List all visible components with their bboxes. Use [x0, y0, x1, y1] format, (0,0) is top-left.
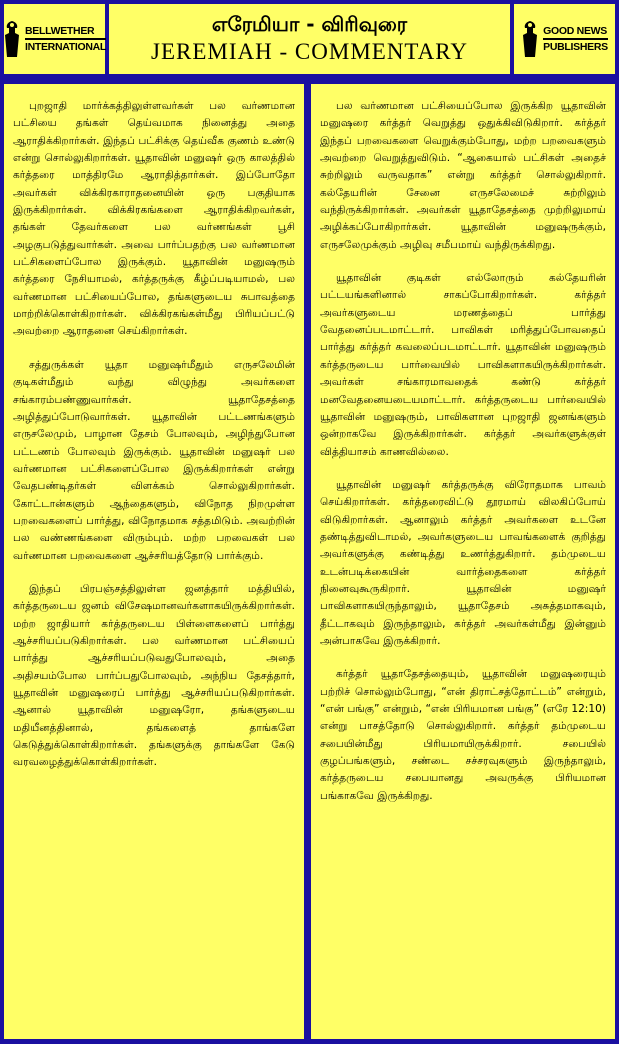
paragraph: இந்தப் பிரபஞ்சத்திலுள்ள ஜனத்தார் மத்தியில், கர்த்தருடைய ஜனம் விசேஷமானவர்களாகயிருக்கிறார்கள். மற்ற ஜாதியார் கர்த்தருடைய பிள்ளைகளைப் பார்த்து ஆச்சரியப்படுகிறார்கள். பல வர்ணமான பட்சியைப் பார்த்து ஆச்சரியப்படுவதுபோலவும், அதை அதிசயம்போல பார்ப்பதுபோலவும், அந்நிய தேசத்தார், யூதாவின் மனுஷரைப் பார்த்து ஆச்சரியப்படுகிறார்கள். ஆனால் யூதாவின் மனுஷரோ, தங்களுடைய மதியீனத்தினால், தங்களைத் தாங்களே கெடுத்துக்கொள்கிறார்கள். தங்களுக்கு தாங்களே கேடு வரவழைத்துக்கொள்கிறார்கள். [13, 582, 295, 769]
ram-icon [521, 19, 539, 59]
paragraph: புறஜாதி மார்க்கத்திலுள்ளவர்கள் பல வர்ணமான பட்சியை தங்கள் தெய்வமாக நினைத்து அதை ஆராதிக்கிறார்கள். இந்தப் பட்சிக்கு தெய்வீக குணம் உண்டு என்று சொல்லுகிறார்கள். யூதாவின் மனுஷர் ஒரு காலத்தில் கர்த்தரை மாத்திரமே ஆராதித்தார்கள். இப்போதோ அவர்கள் விக்கிரகாராதனையின் ஒரு பகுதியாக இருக்கிறார்கள். விக்கிரகங்களை ஆராதிக்கிறவர்கள், தங்கள் தேவர்களை பல வர்ணங்கள் பூசி அழகுபடுத்துவார்கள். அவை பார்ப்பதற்கு பல வர்ணமான பட்சிகளைப்போல இருக்கும். யூதாவின் மனுஷரும் கர்த்தரை நேசியாமல், கர்த்தருக்கு கீழ்ப்படியாமல், பல வர்ணமான பட்சியைப்போல, தங்களுடைய சுபாவத்தை மாற்றிக்கொள்கிறார்கள். விக்கிரகங்கள்மீது பிரியப்பட்டு அவற்றை ஆராதனை செய்கிறார்கள். [13, 100, 295, 338]
paragraph: சத்துருக்கள் யூதா மனுஷர்மீதும் எருசலேமின் குடிகள்மீதும் வந்து விழுந்து அவர்களை சங்காரம்பண்ணுவார்கள். யூதாதேசத்தை அழித்துப்போடுவார்கள். யூதாவின் பட்டணங்களும் எருசலேமும், பாழான தேசம் போலவும், அழிந்துபோன பட்டணம் போலவும் இருக்கும். யூதாவின் மனுஷர் பல வர்ணமான பட்சிகளைப்போல இருக்கிறார்கள் என்று வேதபண்டிதர்கள் விளக்கம் சொல்லுகிறார்கள். கோட்டான்களும் ஆந்தைகளும், விநோத நிறமுள்ள பறவைகளைப் பார்த்து, விநோதமாக சத்தமிடும். அவற்றின் பல வண்ணங்களை விரும்பும். மற்ற பறவைகள் பல வர்ணமான பறவைகளை ஆச்சரியத்தோடு பார்க்கும். [13, 358, 295, 562]
left-column [4, 84, 304, 1039]
bellwether-logo [4, 4, 105, 74]
paragraph: யூதாவின் மனுஷர் கர்த்தருக்கு விரோதமாக பாவம் செய்கிறார்கள். கர்த்தரைவிட்டு தூரமாய் விலகிப்போய் விடுகிறார்கள். ஆனாலும் கர்த்தர் அவர்களை உடனே தண்டித்துவிடாமல், அவர்களுடைய பாவங்களைக் குறித்து அவர்களுக்கு கண்டித்து உணர்த்துகிறார். தம்முடைய உடன்படிக்கையின் வார்த்தைகளை கர்த்தர் நினைவுகூருகிறார். யூதாவின் மனுஷர் பாவிகளாகயிருந்தாலும், யூதாதேசம் அசுத்தமாகவும், தீட்டாகவும் இருந்தாலும், கர்த்தர் அவர்கள்மீது இன்னும் அன்பாகவே இருக்கிறார். [320, 478, 606, 647]
logo-right-line1: GOOD NEWS [543, 25, 608, 40]
paragraph: பல வர்ணமான பட்சியைப்போல இருக்கிற யூதாவின் மனுஷரை கர்த்தர் வெறுத்து ஒதுக்கிவிடுகிறார். கர்த்தர் இந்தப் பறவைகளை வெறுக்கும்போது, மற்ற பறவைகளும் அவற்றை வெறுத்துவிடும். “ஆகையால் பட்சிகள் அதைச் சுற்றிலும் வருவதாக” என்று கர்த்தர் சொல்லுகிறார். கல்தேயரின் சேனை எருசலேமைச் சுற்றிலும் வந்திருக்கிறார்கள். அவர்கள் யூதாதேசத்தை முற்றிலுமாய் அழிக்கப்போகிறார்கள். யூதாவின் மனுஷருக்கும், எருசலேமுக்கும் அழிவு சமீபமாய் வந்திருக்கிறது. [320, 100, 606, 251]
right-column [311, 84, 615, 1039]
header-bar [0, 0, 619, 78]
ram-icon [3, 19, 21, 59]
good-news-logo [514, 4, 615, 74]
paragraph: யூதாவின் குடிகள் எல்லோரும் கல்தேயரின் பட்டயங்களினால் சாகப்போகிறார்கள். கர்த்தர் அவர்களுடைய மரணத்தைப் பார்த்து வேதனைப்படமாட்டார். பாவிகள் மரித்துப்போவதைப் பார்த்து கர்த்தர் கவலைப்படமாட்டார். யூதாவின் மனுஷரும் கர்த்தருடைய பார்வையில் பாவிகளாகயிருக்கிறார்கள். அவர்கள் சங்காரமாவதைக் கண்டு கர்த்தர் மனவேதனையடையமாட்டார். கர்த்தருடைய பார்வையில் யூதாவின் மனுஷரும், பாவிகளான புறஜாதி ஜனங்களும் ஒன்றாகவே இருக்கிறார்கள். கர்த்தர் அவர்களுக்குள் வித்தியாசம் காணவில்லை. [320, 272, 606, 458]
paragraph: கர்த்தர் யூதாதேசத்தையும், யூதாவின் மனுஷரையும் பற்றிச் சொல்லும்போது, “என் திராட்சத்தோட்டம்” என்றும், “என் பங்கு” என்றும், “என் பிரியமான பங்கு” (எரே 12:10) என்று பாசத்தோடு சொல்லுகிறார். கர்த்தர் தம்முடைய சபையின்மீது பிரியமாயிருக்கிறார். சபையில் குழப்பங்களும், சண்டை சச்சரவுகளும் இருந்தாலும், கர்த்தருடைய சபையானது அவருக்கு பிரியமான பங்காகவே இருக்கிறது. [320, 668, 606, 802]
logo-left-line2: INTERNATIONAL [24, 40, 107, 53]
page-title-english: JEREMIAH - COMMENTARY [151, 39, 468, 64]
logo-right-line2: PUBLISHERS [543, 40, 608, 53]
logo-left-line1: BELLWETHER [25, 25, 106, 40]
page-title-tamil: எரேமியா - விரிவுரை [211, 12, 408, 36]
title-box [109, 4, 510, 74]
